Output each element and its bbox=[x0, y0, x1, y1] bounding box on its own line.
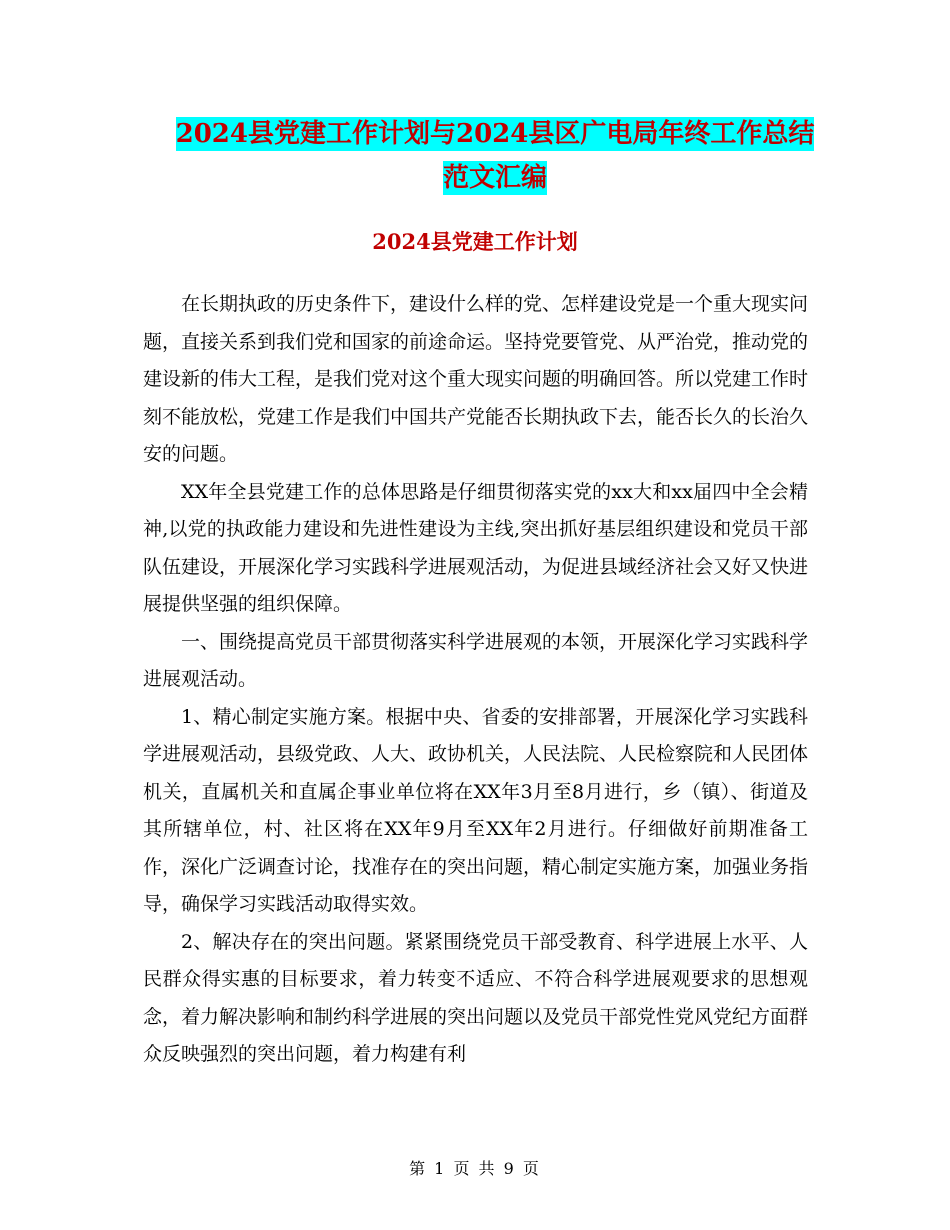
document-title-line-1: 2024县党建工作计划与2024县区广电局年终工作总结 bbox=[175, 119, 815, 149]
document-title-continued bbox=[140, 157, 850, 194]
paragraph: 一、围绕提高党员干部贯彻落实科学进展观的本领，开展深化学习实践科学进展观活动。 bbox=[143, 630, 809, 690]
paragraph: 2、解决存在的突出问题。紧紧围绕党员干部受教育、科学进展上水平、人民群众得实惠的目标要求，着力转变不适应、不符合科学进展观要求的思想观念，着力解决影响和制约科学进展的突出问题以及党员干部党性党风党纪方面群众反映强烈的突出问题，着力构建有利 bbox=[143, 930, 809, 1065]
paragraph: 在长期执政的历史条件下，建设什么样的党、怎样建设党是一个重大现实问题，直接关系到我们党和国家的前途命运。坚持党要管党、从严治党，推动党的建设新的伟大工程，是我们党对这个重大现实问题的明确回答。所以党建工作时刻不能放松，党建工作是我们中国共产党能否长期执政下去，能否长久的长治久安的问题。 bbox=[143, 293, 809, 465]
paragraph: XX年全县党建工作的总体思路是仔细贯彻落实党的xx大和xx届四中全会精神,以党的执政能力建设和先进性建设为主线,突出抓好基层组织建设和党员干部队伍建设，开展深化学习实践科学进展观活动，为促进县域经济社会又好又快进展提供坚强的组织保障。 bbox=[143, 480, 809, 615]
page-footer: 第 1 页 共 9 页 bbox=[409, 1159, 541, 1178]
paragraph: 1、精心制定实施方案。根据中央、省委的安排部署，开展深化学习实践科学进展观活动，县级党政、人大、政协机关，人民法院、人民检察院和人民团体机关，直属机关和直属企事业单位将在XX年3月至8月进行，乡（镇）、街道及其所辖单位，村、社区将在XX年9月至XX年2月进行。仔细做好前期准备工作，深化广泛调查讨论，找准存在的突出问题，精心制定实施方案，加强业务指导，确保学习实践活动取得实效。 bbox=[143, 705, 809, 915]
section-title: 2024县党建工作计划 bbox=[372, 229, 578, 254]
document-title-line-2: 范文汇编 bbox=[442, 163, 547, 193]
document-body bbox=[143, 286, 808, 1074]
document-title bbox=[140, 113, 850, 150]
